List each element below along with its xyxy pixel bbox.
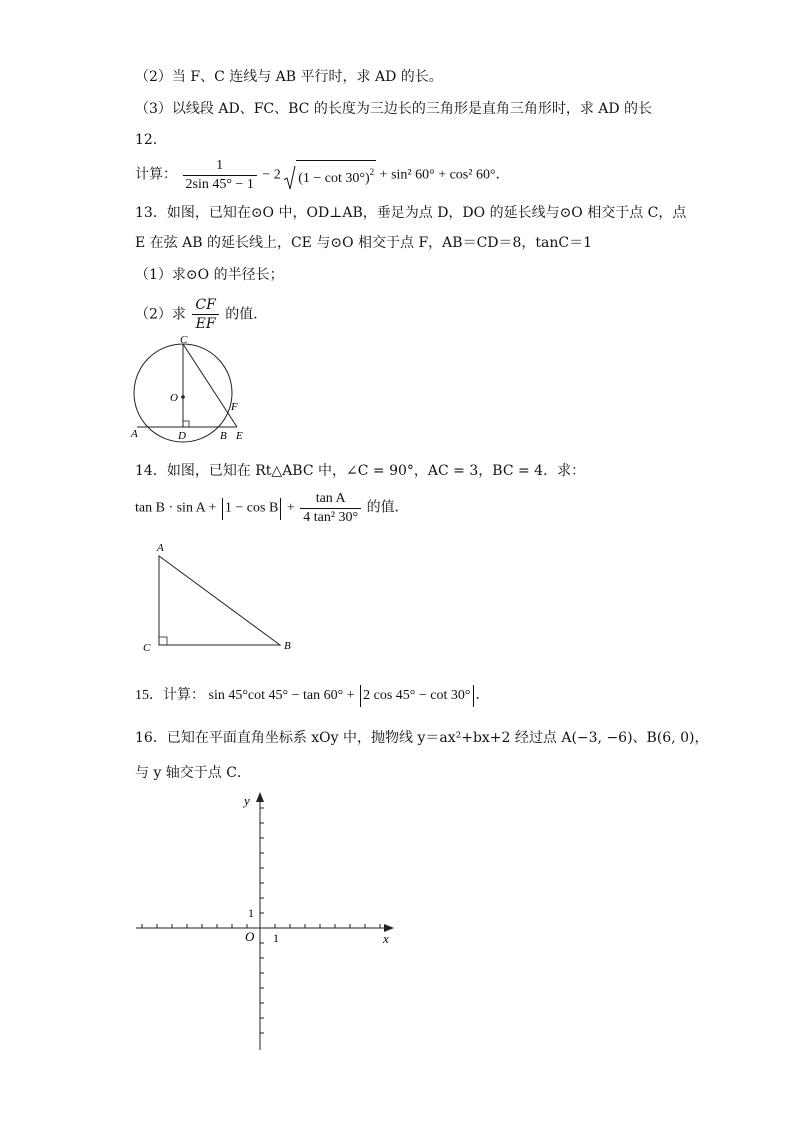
q14-expression bbox=[135, 490, 409, 527]
triangle-figure bbox=[138, 538, 298, 656]
q12-rad-exp: 2 bbox=[369, 166, 375, 177]
q11-part3: （3）以线段 AD、FC、BC 的长度为三边长的三角形是直角三角形时，求 AD 的长 bbox=[135, 101, 653, 117]
origin-label: O bbox=[245, 929, 255, 944]
q12-prefix: 计算： bbox=[135, 167, 177, 183]
segment-ce bbox=[183, 344, 237, 427]
q14-frac-num: tan A bbox=[300, 490, 361, 509]
q12-fraction bbox=[183, 157, 257, 194]
q15-abs: 2 cos 45° − cot 30° bbox=[363, 688, 471, 704]
y-ticks bbox=[260, 808, 264, 1033]
label-b: B bbox=[220, 430, 227, 442]
circle-figure bbox=[125, 333, 255, 445]
label-e: E bbox=[236, 430, 243, 442]
q16-line1: 16．已知在平面直角坐标系 xOy 中，抛物线 y＝ax²+bx+2 经过点 A(−3, −6)、B(6, 0)， bbox=[135, 730, 709, 746]
y-axis-label: y bbox=[244, 793, 250, 808]
q14-frac-den: 4 tan² 30° bbox=[303, 510, 359, 525]
q15-expression bbox=[135, 685, 490, 707]
right-angle-mark bbox=[159, 637, 167, 645]
q13-part2-suffix: 的值． bbox=[225, 306, 268, 323]
q15-suffix: ． bbox=[475, 688, 490, 704]
label-c: C bbox=[143, 642, 151, 654]
q14-expr-abs: 1 − cos B bbox=[224, 500, 279, 516]
x-unit-label: 1 bbox=[273, 931, 279, 945]
q11-part2: （2）当 F、C 连线与 AB 平行时，求 AD 的长。 bbox=[135, 69, 443, 85]
q13-cf-ef-fraction bbox=[192, 296, 218, 333]
q12-radicand: (1 − cot 30°) bbox=[298, 170, 370, 186]
y-axis-arrow-icon bbox=[256, 792, 264, 802]
q13-frac-num: CF bbox=[192, 296, 218, 315]
label-a: A bbox=[157, 542, 164, 554]
label-c: C bbox=[180, 334, 188, 346]
triangle-abc bbox=[159, 556, 280, 645]
q13-line2: E 在弦 AB 的延长线上，CE 与⊙O 相交于点 F，AB＝CD＝8，tanC＝1 bbox=[135, 235, 593, 251]
q14-suffix: 的值． bbox=[366, 500, 409, 516]
q12-expression bbox=[135, 157, 510, 194]
q15-expr: sin 45°cot 45° − tan 60° + bbox=[208, 688, 355, 704]
q12-sqrt bbox=[284, 160, 376, 192]
q12-coef: − 2 bbox=[262, 167, 281, 183]
q13-part2 bbox=[135, 296, 267, 333]
label-d: D bbox=[178, 430, 186, 442]
q13-line1: 13．如图，已知在⊙O 中，OD⊥AB，垂足为点 D，DO 的延长线与⊙O 相交于点 C，点 bbox=[135, 205, 687, 221]
q14-line1: 14．如图，已知在 Rt△ABC 中，∠C = 90°，AC = 3，BC = 4．求： bbox=[135, 463, 586, 479]
sqrt-sign-icon bbox=[284, 165, 296, 191]
q12-tail: + sin² 60° + cos² 60°． bbox=[379, 167, 510, 183]
label-f: F bbox=[231, 401, 238, 413]
label-b: B bbox=[284, 640, 291, 652]
q14-expr-plus: + bbox=[286, 500, 295, 516]
center-point bbox=[181, 395, 185, 399]
q12-frac-den: 2sin 45° − 1 bbox=[185, 177, 254, 192]
x-axis-label: x bbox=[383, 931, 389, 946]
q13-part2-prefix: （2）求 bbox=[135, 306, 186, 323]
q15-prefix: 15．计算： bbox=[135, 688, 205, 704]
label-o: O bbox=[170, 392, 178, 404]
q13-frac-den: EF bbox=[195, 316, 216, 332]
q13-part1: （1）求⊙O 的半径长； bbox=[135, 267, 284, 283]
q12-frac-num: 1 bbox=[183, 157, 257, 176]
x-ticks bbox=[142, 924, 380, 928]
right-angle-mark bbox=[183, 421, 189, 427]
q14-expr-a: tan B · sin A + bbox=[135, 500, 217, 516]
y-unit-label: 1 bbox=[248, 906, 254, 920]
coordinate-axes-figure bbox=[130, 788, 405, 1056]
q12-number: 12． bbox=[135, 132, 167, 148]
q14-fraction bbox=[300, 490, 361, 527]
label-a: A bbox=[131, 428, 138, 440]
q16-line2: 与 y 轴交于点 C． bbox=[135, 765, 251, 781]
